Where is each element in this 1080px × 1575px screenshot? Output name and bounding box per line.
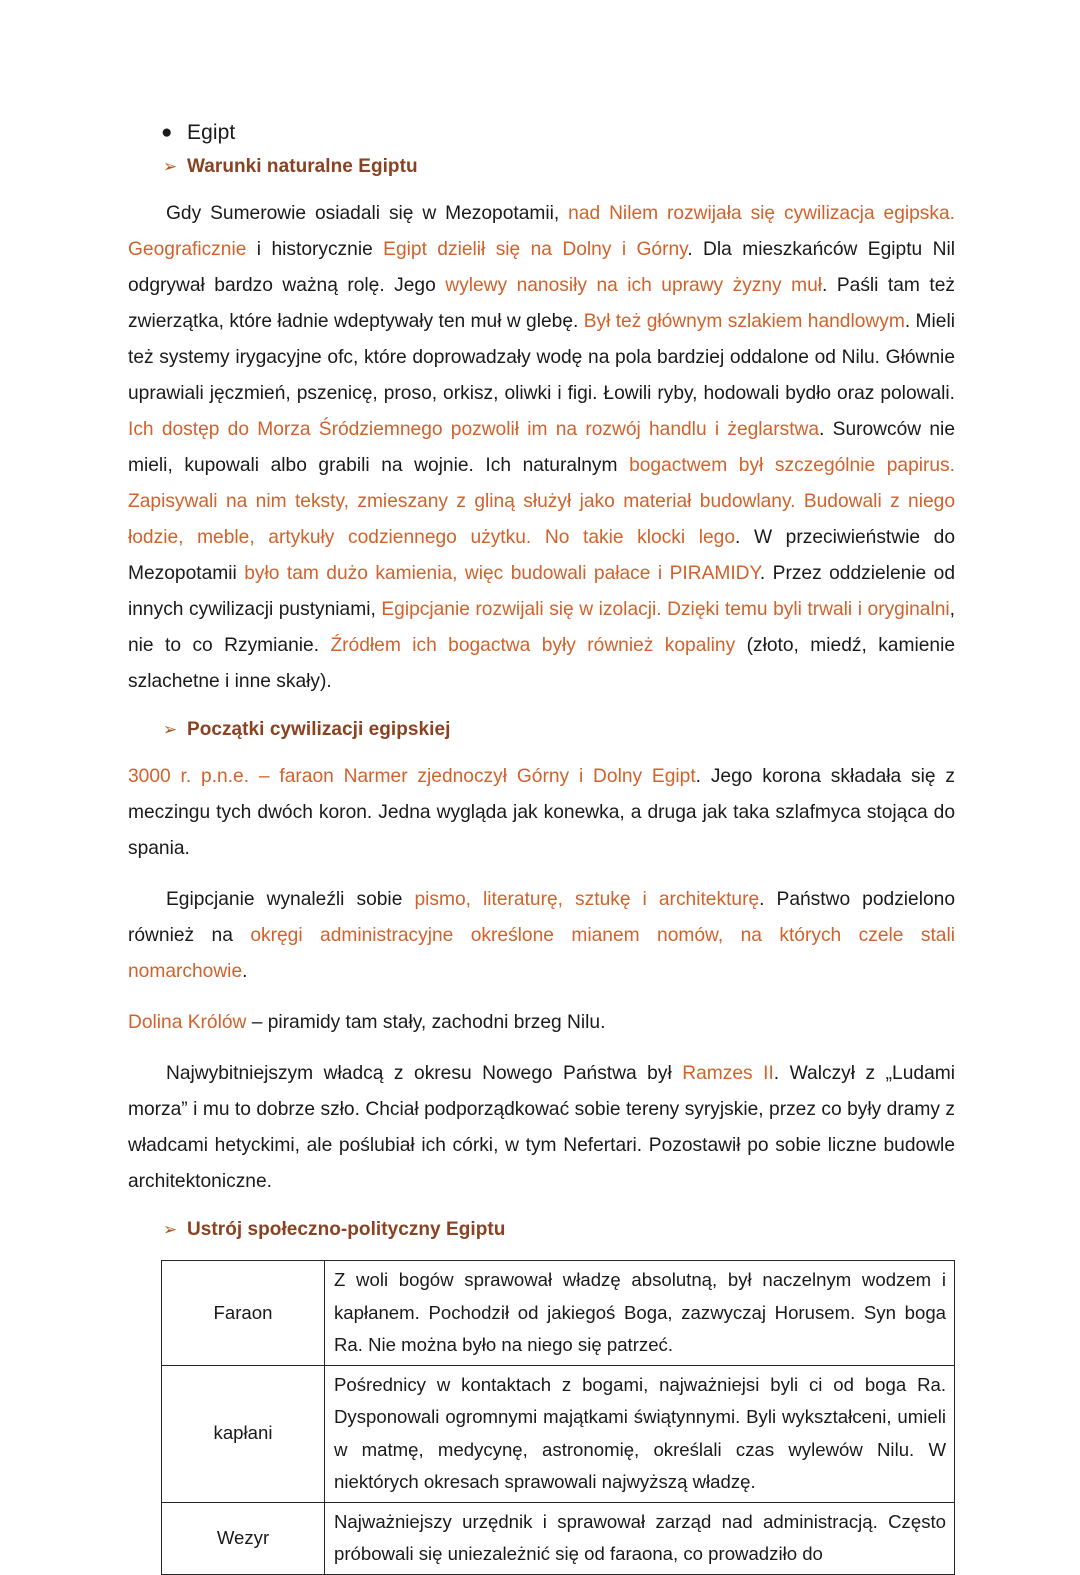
highlighted-text-run: pismo, literaturę, sztukę i architekturę — [414, 889, 760, 910]
highlighted-text-run: Egipcjanie rozwijali się w izolacji. Dzięki temu byli trwali i oryginalni — [381, 599, 950, 620]
text-run: (złoto, miedź, kamienie szlachetne i inne skały). — [128, 635, 956, 692]
table-cell-key: kapłani — [162, 1365, 325, 1502]
table-row — [162, 1502, 955, 1574]
highlighted-text-run: Był też głównym szlakiem handlowym — [583, 311, 905, 332]
highlighted-text-run: wylewy nanosiły na ich uprawy żyzny muł — [445, 275, 823, 296]
text-run: . Przez oddzielenie od innych cywilizacji pustyniami, — [128, 563, 955, 620]
heading-ustroj-spoleczno-polityczny — [128, 1215, 955, 1244]
highlighted-text-run: 3000 r. p.n.e. – faraon Narmer zjednoczył Górny i Dolny Egipt — [128, 766, 696, 787]
highlighted-text-run: nad Nilem rozwijała się cywilizacja egipska. Geograficznie — [128, 203, 955, 260]
bullet-item-egipt — [128, 118, 955, 148]
text-run: Najwybitniejszym władcą z okresu Nowego Państwa był — [166, 1063, 683, 1084]
highlighted-text-run: bogactwem był szczególnie papirus. Zapisywali na nim teksty, zmieszany z gliną służył jako materiał budowlany. Budowali z niego łodzie, meble, artykuły codziennego użytku. No takie klocki lego — [128, 455, 955, 548]
bullet-item-label: Egipt — [187, 121, 236, 144]
heading-warunki-naturalne — [128, 152, 955, 181]
text-run: – piramidy tam stały, zachodni brzeg Nilu. — [246, 1012, 606, 1033]
arrow-right-icon: ➢ — [163, 720, 178, 739]
text-run: i historycznie — [246, 239, 384, 260]
text-run: . Państwo podzielono również na — [128, 889, 955, 946]
table-cell-key: Faraon — [162, 1261, 325, 1366]
ustroj-table — [161, 1260, 955, 1575]
heading-label: Początki cywilizacji egipskiej — [187, 719, 451, 740]
arrow-right-icon: ➢ — [163, 1220, 178, 1239]
paragraph-wynalazki — [128, 882, 955, 990]
highlighted-text-run: Ich dostęp do Morza Śródziemnego pozwolił im na rozwój handlu i żeglarstwa — [128, 419, 820, 440]
table-cell-value: Najważniejszy urzędnik i sprawował zarząd nad administracją. Często próbowali się uniezależnić się od faraona, co prowadziło do — [325, 1502, 955, 1574]
text-run: . Paśli tam też zwierzątka, które ładnie wdeptywały ten muł w glebę. — [128, 275, 955, 332]
text-run: . Jego korona składała się z meczingu tych dwóch koron. Jedna wygląda jak konewka, a druga jak taka szlafmyca stojąca do spania. — [128, 766, 955, 859]
highlighted-text-run: Dolina Królów — [128, 1012, 247, 1033]
text-run: , nie to co Rzymianie. — [128, 599, 955, 656]
text-run: Gdy Sumerowie osiadali się w Mezopotamii, — [166, 203, 569, 224]
bullet-dot-icon: ● — [161, 122, 173, 143]
table-row — [162, 1261, 955, 1366]
highlighted-text-run: okręgi administracyjne określone mianem nomów, na których czele stali nomarchowie — [128, 925, 956, 982]
highlighted-text-run: było tam dużo kamienia, więc budowali pałace i PIRAMIDY — [244, 563, 760, 584]
paragraph-narmer — [128, 759, 955, 867]
text-run: . Dla mieszkańców Egiptu Nil odgrywał bardzo ważną rolę. Jego — [128, 239, 955, 296]
paragraph-ramzes — [128, 1056, 955, 1200]
paragraph-warunki-naturalne — [128, 196, 955, 700]
highlighted-text-run: Ramzes II — [682, 1063, 774, 1084]
arrow-right-icon: ➢ — [163, 157, 178, 176]
highlighted-text-run: Źródłem ich bogactwa były również kopaliny — [330, 635, 736, 656]
table-cell-value: Z woli bogów sprawował władzę absolutną, był naczelnym wodzem i kapłanem. Pochodził od jakiegoś Boga, zazwyczaj Horusem. Syn boga Ra. Nie można było na niego się patrzeć. — [325, 1261, 955, 1366]
text-run: Egipcjanie wynaleźli sobie — [166, 889, 415, 910]
table-cell-key: Wezyr — [162, 1502, 325, 1574]
text-run: . Walczył z „Ludami morza” i mu to dobrze szło. Chciał podporządkować sobie tereny syryjskie, przez co były dramy z władcami hetyckimi, ale poślubiał ich córki, w tym Nefertari. Pozostawił po sobie liczne budowle architektoniczne. — [128, 1063, 955, 1192]
text-run: . — [242, 961, 248, 982]
table-row — [162, 1365, 955, 1502]
text-run: . Surowców nie mieli, kupowali albo grabili na wojnie. Ich naturalnym — [128, 419, 955, 476]
table-cell-value: Pośrednicy w kontaktach z bogami, najważniejsi byli ci od boga Ra. Dysponowali ogromnymi majątkami świątynnymi. Byli wykształceni, umieli w matmę, medycynę, astronomię, określali czas wylewów Nilu. W niektórych okresach sprawowali najwyższą władzę. — [325, 1365, 955, 1502]
heading-label: Ustrój społeczno-polityczny Egiptu — [187, 1219, 506, 1240]
paragraph-dolina-krolow — [128, 1005, 955, 1041]
highlighted-text-run: Egipt dzielił się na Dolny i Górny — [383, 239, 688, 260]
text-run: . Mieli też systemy irygacyjne ofc, które doprowadzały wodę na pola bardziej oddalone od Nilu. Głównie uprawiali jęczmień, pszenicę, proso, orkisz, oliwki i figi. Łowili ryby, hodowali bydło oraz polowali. — [128, 311, 955, 404]
heading-poczatki-cywilizacji — [128, 715, 955, 744]
heading-label: Warunki naturalne Egiptu — [187, 156, 418, 177]
text-run: . W przeciwieństwie do Mezopotamii — [128, 527, 955, 584]
